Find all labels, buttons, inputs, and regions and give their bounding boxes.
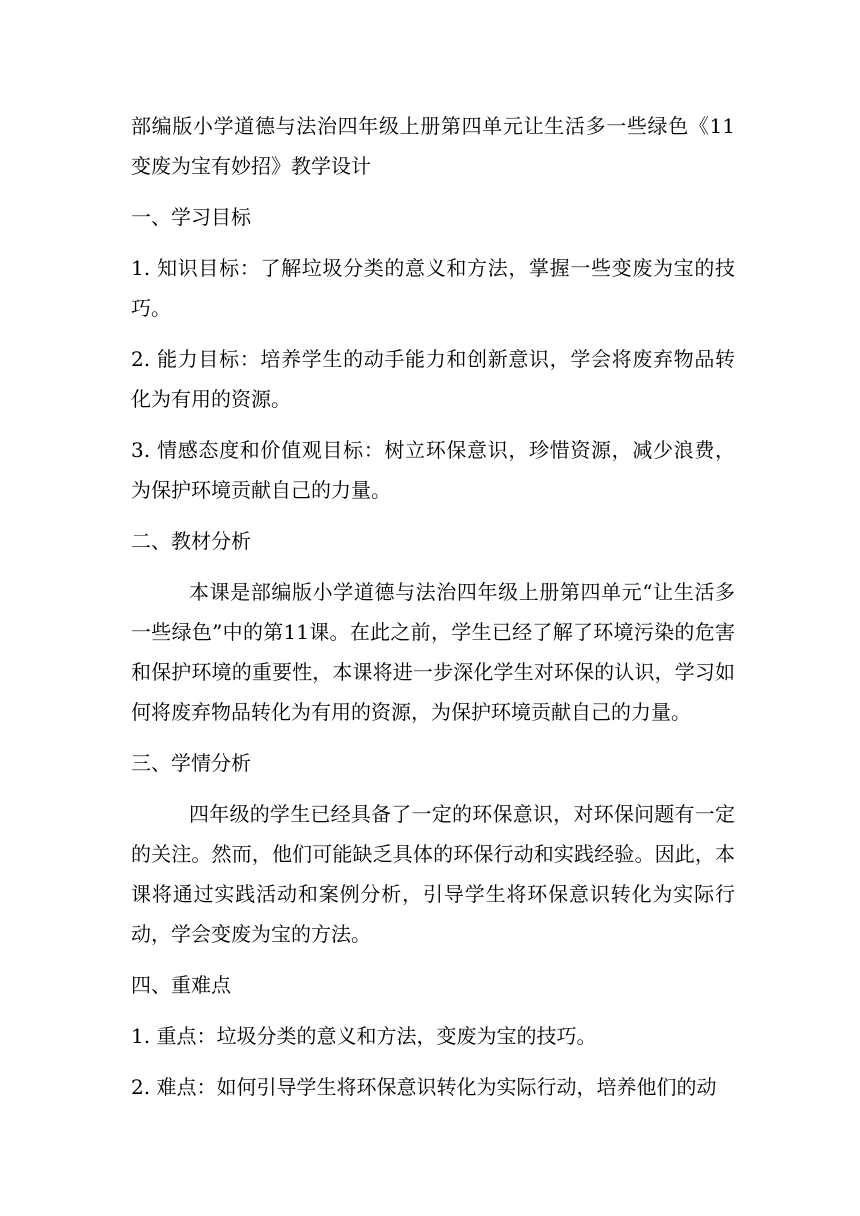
textbook-analysis-paragraph: 本课是部编版小学道德与法治四年级上册第四单元“让生活多一些绿色”中的第11课。在此之前，学生已经了解了环境污染的危害和保护环境的重要性，本课将进一步深化学生对环保的认识，学习如何将废弃物品转化为有用的资源，为保护环境贡献自己的力量。 bbox=[131, 580, 735, 724]
document-title: 部编版小学道德与法治四年级上册第四单元让生活多一些绿色《11变废为宝有妙招》教学设计 bbox=[131, 114, 735, 178]
objective-knowledge: 1. 知识目标：了解垃圾分类的意义和方法，掌握一些变废为宝的技巧。 bbox=[131, 256, 735, 320]
objective-attitude-values: 3. 情感态度和价值观目标：树立环保意识，珍惜资源，减少浪费，为保护环境贡献自己的力量。 bbox=[131, 438, 735, 502]
section-heading-student-analysis: 三、学情分析 bbox=[131, 751, 251, 775]
student-analysis-paragraph: 四年级的学生已经具备了一定的环保意识，对环保问题有一定的关注。然而，他们可能缺乏具体的环保行动和实践经验。因此，本课将通过实践活动和案例分析，引导学生将环保意识转化为实际行动，学会变废为宝的方法。 bbox=[131, 802, 735, 946]
key-point-item: 1. 重点：垃圾分类的意义和方法，变废为宝的技巧。 bbox=[131, 1024, 597, 1048]
section-heading-textbook-analysis: 二、教材分析 bbox=[131, 529, 251, 553]
section-heading-key-points: 四、重难点 bbox=[131, 973, 231, 997]
objective-ability: 2. 能力目标：培养学生的动手能力和创新意识，学会将废弃物品转化为有用的资源。 bbox=[131, 347, 735, 411]
document-body bbox=[131, 106, 735, 1118]
section-heading-learning-objectives: 一、学习目标 bbox=[131, 205, 251, 229]
difficult-point-item: 2. 难点：如何引导学生将环保意识转化为实际行动，培养他们的动 bbox=[131, 1075, 717, 1099]
